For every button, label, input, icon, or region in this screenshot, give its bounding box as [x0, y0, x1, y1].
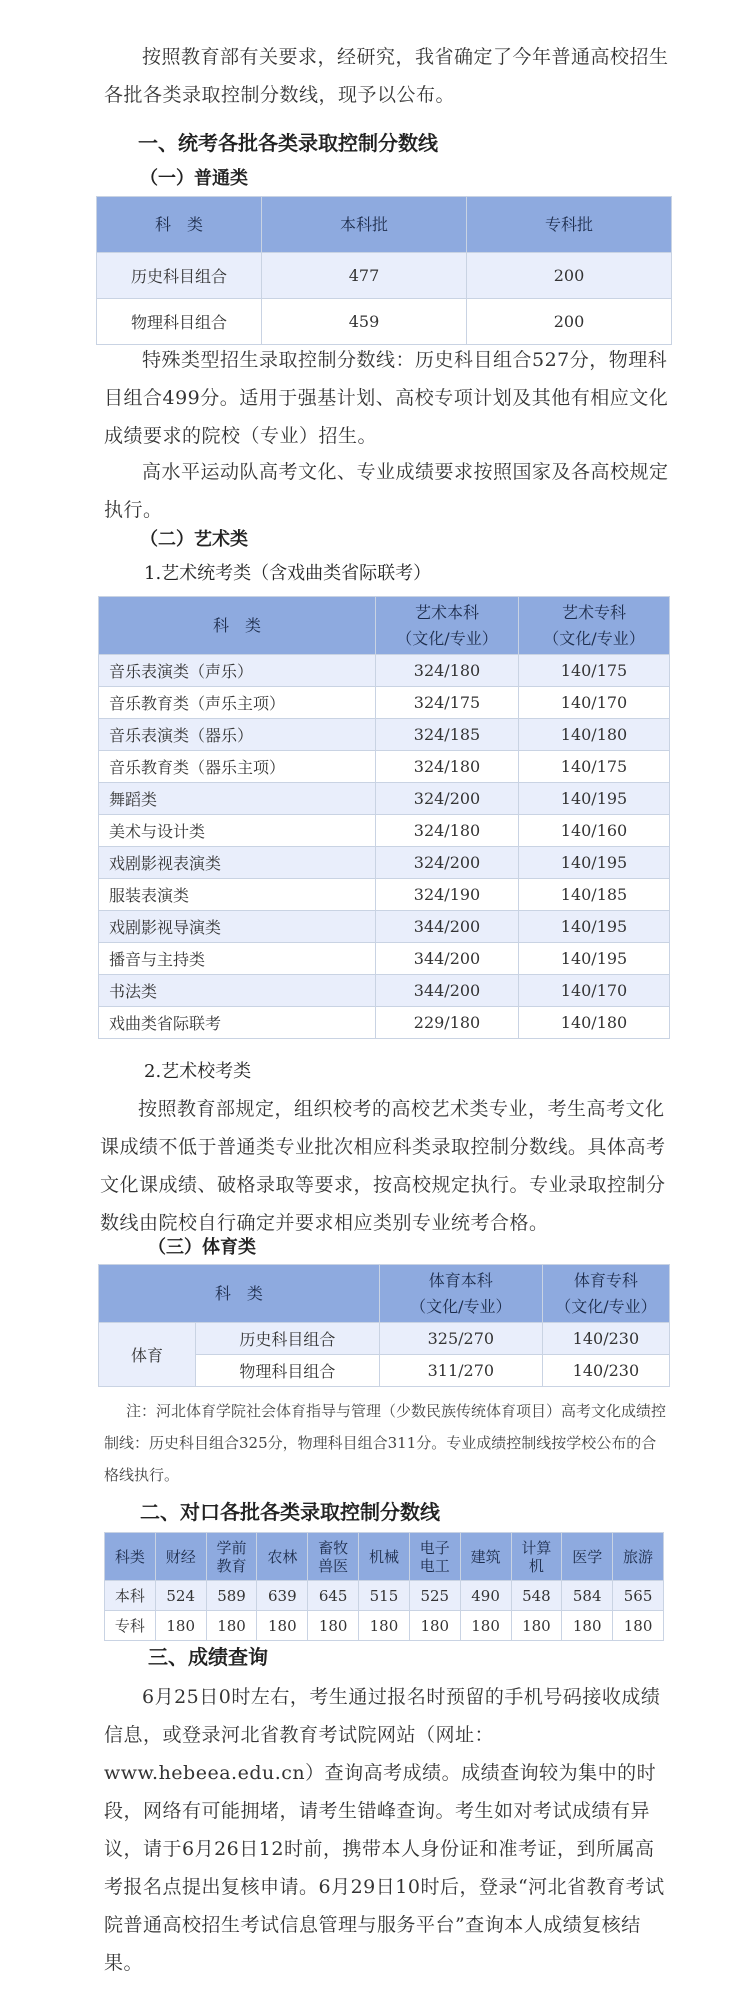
- table2-cell: 舞蹈类: [99, 783, 376, 815]
- table2-cell: 播音与主持类: [99, 943, 376, 975]
- table4-cell: 584: [562, 1581, 613, 1611]
- table4-header: 电子 电工: [409, 1533, 460, 1581]
- sub3-heading: （三）体育类: [148, 1237, 256, 1258]
- table4-header: 建筑: [460, 1533, 511, 1581]
- table2-cell: 服装表演类: [99, 879, 376, 911]
- table-row: [99, 943, 670, 975]
- table-row: [97, 253, 672, 299]
- table-row: [99, 719, 670, 751]
- table4-cell: 180: [308, 1611, 359, 1641]
- table2-header-bachelor-label: 艺术本科: [414, 602, 479, 622]
- table1-cell: 200: [467, 253, 672, 299]
- table-row: [99, 783, 670, 815]
- table2-cell: 229/180: [376, 1007, 519, 1039]
- table2-cell: 140/160: [519, 815, 670, 847]
- table2-cell: 戏剧影视导演类: [99, 911, 376, 943]
- section3-heading: 三、成绩查询: [148, 1645, 268, 1669]
- table2-header-bachelor: [376, 597, 519, 655]
- table3-header-category: 科 类: [99, 1265, 380, 1323]
- table3-header-junior: [542, 1265, 669, 1323]
- table4-header: 农林: [257, 1533, 308, 1581]
- table4-cell: 180: [409, 1611, 460, 1641]
- table4-cell: 180: [613, 1611, 664, 1641]
- table3-header-junior-sub: （文化/专业）: [555, 1296, 657, 1316]
- table2-header-junior-sub: （文化/专业）: [543, 628, 645, 648]
- table4-header: 机械: [359, 1533, 410, 1581]
- query-paragraph: 6月25日0时左右，考生通过报名时预留的手机号码接收成绩信息，或登录河北省教育考试院网站（网址：www.hebeea.edu.cn）查询高考成绩。成绩查询较为集中的时段，网络有可能拥堵，请考生错峰查询。考生如对考试成绩有异议，请于6月26日12时前，携带本人身份证和准考证，到所属高考报名点提出复核申请。6月29日10时后，登录“河北省教育考试院普通高校招生考试信息管理与服务平台”查询本人成绩复核结果。: [104, 1686, 665, 1974]
- table4-cell: 515: [359, 1581, 410, 1611]
- table-row: [99, 1007, 670, 1039]
- table1-cell: 历史科目组合: [97, 253, 262, 299]
- table2-cell: 324/185: [376, 719, 519, 751]
- table2-cell: 324/180: [376, 751, 519, 783]
- section2-heading: 二、对口各批各类录取控制分数线: [140, 1500, 440, 1524]
- table2-cell: 140/175: [519, 751, 670, 783]
- table-sports: [98, 1264, 670, 1387]
- table1-cell: 物理科目组合: [97, 299, 262, 345]
- table-row: [99, 847, 670, 879]
- table3-header-junior-label: 体育专科: [573, 1270, 638, 1290]
- special-paragraph: 特殊类型招生录取控制分数线：历史科目组合527分，物理科目组合499分。适用于强基计划、高校专项计划及其他有相应文化成绩要求的院校（专业）招生。: [104, 349, 669, 447]
- table2-cell: 140/195: [519, 943, 670, 975]
- table3-cell: 311/270: [379, 1355, 542, 1387]
- table3-cell: 物理科目组合: [196, 1355, 380, 1387]
- table4-header: 财经: [155, 1533, 206, 1581]
- table2-cell: 戏曲类省际联考: [99, 1007, 376, 1039]
- sub1-heading: （一）普通类: [140, 168, 248, 189]
- table-row: [97, 299, 672, 345]
- table2-cell: 音乐表演类（器乐）: [99, 719, 376, 751]
- table2-header-junior-label: 艺术专科: [561, 602, 626, 622]
- art2-heading: 2.艺术校考类: [144, 1061, 252, 1082]
- table4-cell: 180: [155, 1611, 206, 1641]
- table3-cell: 140/230: [542, 1323, 669, 1355]
- art2-paragraph: 按照教育部规定，组织校考的高校艺术类专业，考生高考文化课成绩不低于普通类专业批次相应科类录取控制分数线。具体高考文化课成绩、破格录取等要求，按高校规定执行。专业录取控制分数线由院校自行确定并要求相应类别专业统考合格。: [100, 1098, 666, 1234]
- table3-header-bachelor-sub: （文化/专业）: [410, 1296, 512, 1316]
- section1-heading: 一、统考各批各类录取控制分数线: [138, 131, 438, 155]
- table1-header-junior: 专科批: [467, 197, 672, 253]
- table2-cell: 324/180: [376, 815, 519, 847]
- table2-cell: 音乐教育类（器乐主项）: [99, 751, 376, 783]
- table2-cell: 140/170: [519, 975, 670, 1007]
- intro-paragraph: 按照教育部有关要求，经研究，我省确定了今年普通高校招生各批各类录取控制分数线，现予以公布。: [104, 46, 669, 106]
- table-row: [99, 751, 670, 783]
- table4-cell: 专科: [105, 1611, 156, 1641]
- table3-cell: 325/270: [379, 1323, 542, 1355]
- table-art: [98, 596, 670, 1039]
- table2-cell: 140/195: [519, 911, 670, 943]
- table1-cell: 459: [262, 299, 467, 345]
- table4-header: 畜牧 兽医: [308, 1533, 359, 1581]
- table4-header: 医学: [562, 1533, 613, 1581]
- table-row: [99, 687, 670, 719]
- table2-cell: 140/185: [519, 879, 670, 911]
- table2-cell: 324/180: [376, 655, 519, 687]
- table4-cell: 180: [359, 1611, 410, 1641]
- table3-header-bachelor-label: 体育本科: [428, 1270, 493, 1290]
- table2-cell: 书法类: [99, 975, 376, 1007]
- table4-cell: 525: [409, 1581, 460, 1611]
- table4-header: 旅游: [613, 1533, 664, 1581]
- table-row: [99, 655, 670, 687]
- table1-cell: 477: [262, 253, 467, 299]
- table3-group-cell: 体育: [99, 1323, 196, 1387]
- table4-cell: 589: [206, 1581, 257, 1611]
- table-row: [105, 1581, 664, 1611]
- table2-cell: 美术与设计类: [99, 815, 376, 847]
- table4-header: 学前 教育: [206, 1533, 257, 1581]
- table4-cell: 524: [155, 1581, 206, 1611]
- table4-cell: 645: [308, 1581, 359, 1611]
- table3-cell: 140/230: [542, 1355, 669, 1387]
- sports-team-paragraph: 高水平运动队高考文化、专业成绩要求按照国家及各高校规定执行。: [104, 461, 669, 521]
- table2-cell: 344/200: [376, 943, 519, 975]
- table2-cell: 音乐表演类（声乐）: [99, 655, 376, 687]
- table-row: [99, 879, 670, 911]
- table2-cell: 324/200: [376, 847, 519, 879]
- table-regular: [96, 196, 672, 345]
- table2-cell: 140/195: [519, 847, 670, 879]
- table-row: [99, 815, 670, 847]
- table4-cell: 639: [257, 1581, 308, 1611]
- table4-cell: 548: [511, 1581, 562, 1611]
- note-paragraph: 注：河北体育学院社会体育指导与管理（少数民族传统体育项目）高考文化成绩控制线：历史科目组合325分，物理科目组合311分。专业成绩控制线按学校公布的合格线执行。: [104, 1402, 667, 1484]
- table-row: [99, 1323, 670, 1355]
- table-row: [99, 911, 670, 943]
- table-row: [99, 975, 670, 1007]
- table2-cell: 324/200: [376, 783, 519, 815]
- table2-header-junior: [519, 597, 670, 655]
- table1-header-category: 科 类: [97, 197, 262, 253]
- table4-cell: 180: [206, 1611, 257, 1641]
- table2-cell: 音乐教育类（声乐主项）: [99, 687, 376, 719]
- table4-cell: 180: [511, 1611, 562, 1641]
- table4-cell: 180: [257, 1611, 308, 1641]
- table2-cell: 戏剧影视表演类: [99, 847, 376, 879]
- table1-header-bachelor: 本科批: [262, 197, 467, 253]
- table2-header-category: 科 类: [99, 597, 376, 655]
- table2-cell: 324/190: [376, 879, 519, 911]
- table4-cell: 本科: [105, 1581, 156, 1611]
- table4-header: 计算 机: [511, 1533, 562, 1581]
- table2-cell: 140/170: [519, 687, 670, 719]
- table2-cell: 344/200: [376, 911, 519, 943]
- table-vocational: [104, 1532, 664, 1641]
- table2-cell: 324/175: [376, 687, 519, 719]
- table3-cell: 历史科目组合: [196, 1323, 380, 1355]
- table2-cell: 140/175: [519, 655, 670, 687]
- table4-header: 科类: [105, 1533, 156, 1581]
- table2-cell: 140/180: [519, 1007, 670, 1039]
- art1-heading: 1.艺术统考类（含戏曲类省际联考）: [144, 563, 432, 584]
- table2-cell: 140/180: [519, 719, 670, 751]
- sub2-heading: （二）艺术类: [140, 529, 248, 550]
- table2-cell: 140/195: [519, 783, 670, 815]
- table4-cell: 180: [562, 1611, 613, 1641]
- table-row: [105, 1611, 664, 1641]
- table3-header-bachelor: [379, 1265, 542, 1323]
- table4-cell: 490: [460, 1581, 511, 1611]
- table4-cell: 565: [613, 1581, 664, 1611]
- table2-header-bachelor-sub: （文化/专业）: [396, 628, 498, 648]
- table2-cell: 344/200: [376, 975, 519, 1007]
- table4-cell: 180: [460, 1611, 511, 1641]
- table1-cell: 200: [467, 299, 672, 345]
